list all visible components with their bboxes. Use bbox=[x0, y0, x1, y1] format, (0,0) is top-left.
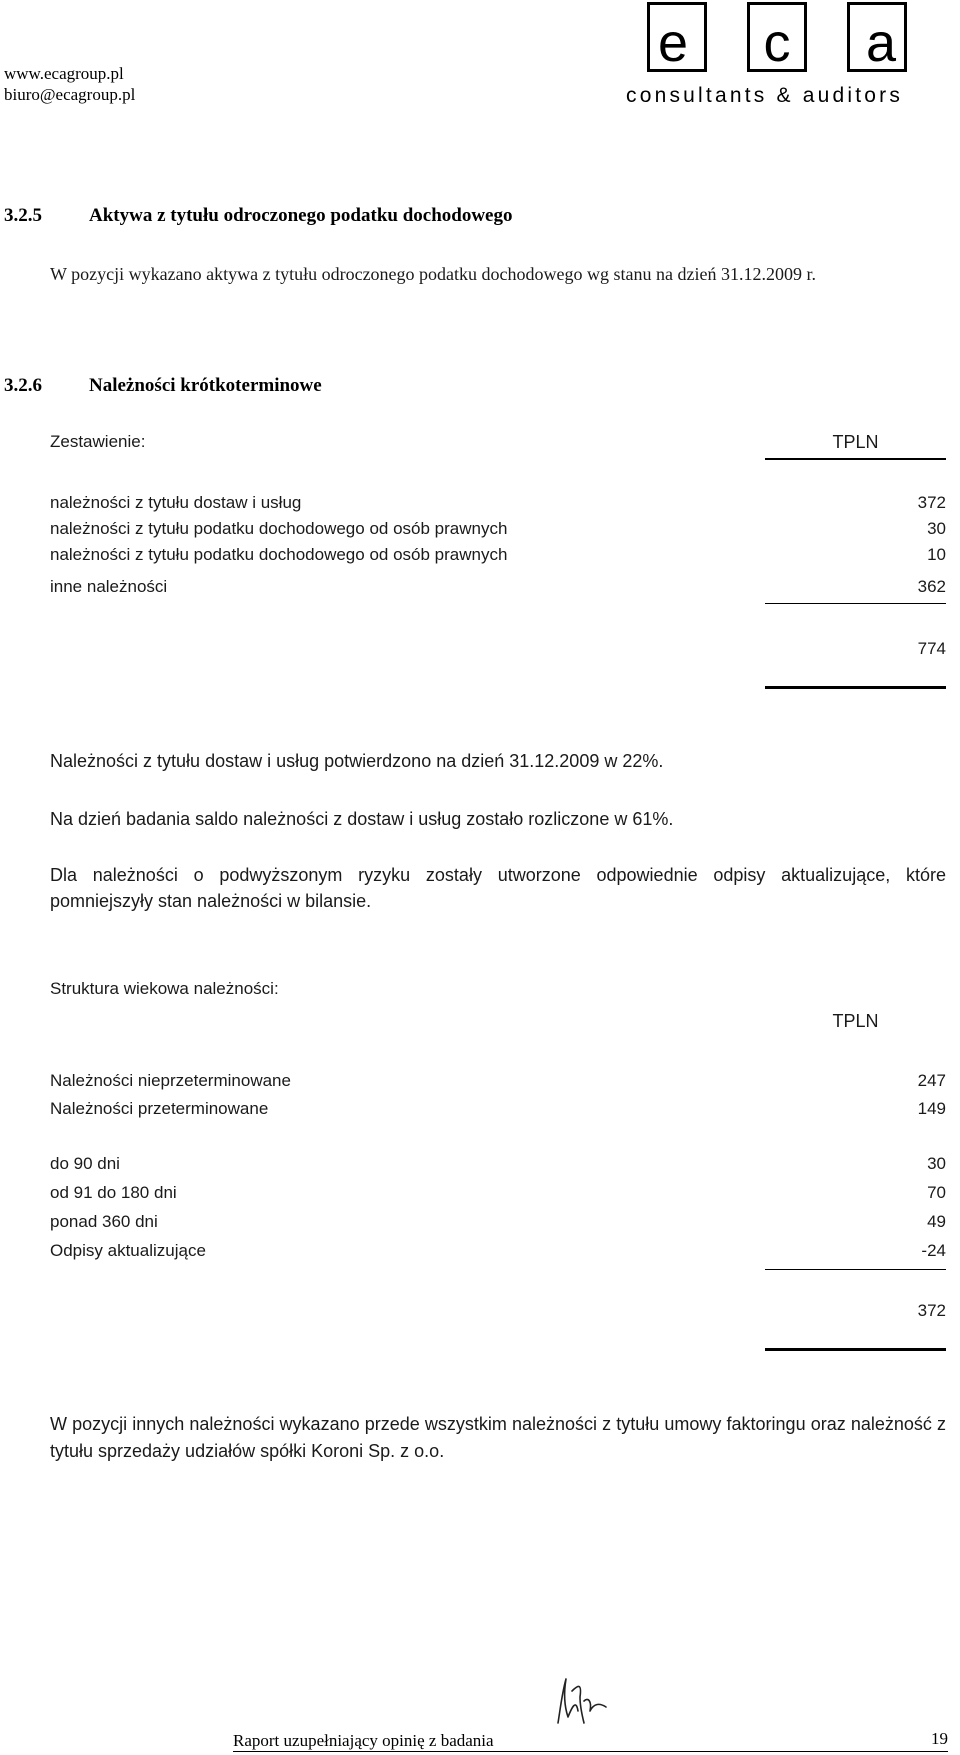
website-link[interactable]: www.ecagroup.pl bbox=[4, 64, 124, 83]
total-double-rule bbox=[765, 1348, 946, 1351]
note-paragraph: Należności z tytułu dostaw i usług potwierdzono na dzień 31.12.2009 w 22%. bbox=[50, 751, 664, 771]
table-row bbox=[50, 1183, 946, 1209]
row-label: należności z tytułu dostaw i usług bbox=[50, 493, 302, 512]
row-label: Należności przeterminowane bbox=[50, 1099, 269, 1118]
footer-rule bbox=[233, 1751, 948, 1752]
row-label: ponad 360 dni bbox=[50, 1212, 158, 1231]
section-number: 3.2.6 bbox=[4, 375, 42, 396]
row-value: 10 bbox=[927, 545, 946, 564]
table-row bbox=[50, 545, 946, 571]
unit-header: TPLN bbox=[832, 432, 879, 452]
row-value: 49 bbox=[927, 1212, 946, 1231]
company-logo bbox=[621, 0, 939, 106]
row-value: 372 bbox=[917, 493, 946, 512]
row-value: 30 bbox=[927, 1154, 946, 1173]
total-row bbox=[50, 1301, 946, 1327]
aging-label: Struktura wiekowa należności: bbox=[50, 979, 279, 998]
logo-tagline: consultants & auditors bbox=[626, 84, 904, 107]
report-title: Raport uzupełniający opinię z badania bbox=[233, 1731, 494, 1750]
row-label: od 91 do 180 dni bbox=[50, 1183, 177, 1202]
table-row bbox=[50, 519, 946, 545]
table-row bbox=[50, 1241, 946, 1267]
subtotal-rule bbox=[765, 1269, 946, 1270]
note-paragraph: Dla należności o podwyższonym ryzyku zostały utworzone odpowiednie odpisy aktualizujące, które pomniejszyły stan należności w bilansie. bbox=[50, 865, 946, 911]
logo-letter-e: e bbox=[657, 13, 689, 73]
row-label: Należności nieprzeterminowane bbox=[50, 1071, 291, 1090]
logo-letter-a: a bbox=[865, 13, 897, 73]
row-label: do 90 dni bbox=[50, 1154, 120, 1173]
note-paragraph: Na dzień badania saldo należności z dostaw i usług zostało rozliczone w 61%. bbox=[50, 809, 674, 829]
total-row bbox=[50, 639, 946, 665]
table-row bbox=[50, 493, 946, 519]
row-label: należności z tytułu podatku dochodowego od osób prawnych bbox=[50, 519, 508, 538]
table-row bbox=[50, 577, 946, 603]
aging-unit-header: TPLN bbox=[832, 1011, 879, 1031]
row-label: Odpisy aktualizujące bbox=[50, 1241, 206, 1260]
logo-letter-c: c bbox=[763, 13, 791, 73]
section-title: Aktywa z tytułu odroczonego podatku dochodowego bbox=[89, 205, 513, 226]
section-number: 3.2.5 bbox=[4, 205, 42, 226]
section-heading-325 bbox=[4, 205, 513, 227]
email-link[interactable]: biuro@ecagroup.pl bbox=[4, 85, 136, 104]
table-row bbox=[50, 1099, 946, 1125]
row-value: 30 bbox=[927, 519, 946, 538]
row-value: 247 bbox=[917, 1071, 946, 1090]
total-value: 372 bbox=[917, 1301, 946, 1320]
total-double-rule bbox=[765, 686, 946, 689]
section-heading-326 bbox=[4, 375, 322, 397]
total-value: 774 bbox=[917, 639, 946, 658]
row-label: należności z tytułu podatku dochodowego od osób prawnych bbox=[50, 545, 508, 564]
section-title: Należności krótkoterminowe bbox=[89, 375, 322, 396]
row-value: -24 bbox=[921, 1241, 946, 1260]
table-row bbox=[50, 1212, 946, 1238]
summary-label: Zestawienie: bbox=[50, 432, 146, 451]
closing-paragraph: W pozycji innych należności wykazano przede wszystkim należności z tytułu umowy faktoringu oraz należność z tytułu sprzedaży udziałów spółki Koroni Sp. z o.o. bbox=[50, 1414, 946, 1461]
table-row bbox=[50, 1154, 946, 1180]
row-value: 362 bbox=[917, 577, 946, 596]
row-value: 149 bbox=[917, 1099, 946, 1118]
unit-underline bbox=[765, 458, 946, 460]
table-row bbox=[50, 1071, 946, 1097]
row-value: 70 bbox=[927, 1183, 946, 1202]
subtotal-rule bbox=[765, 603, 946, 604]
row-label: inne należności bbox=[50, 577, 168, 596]
page-number: 19 bbox=[931, 1729, 948, 1748]
signature-image bbox=[552, 1671, 610, 1731]
section-325-paragraph: W pozycji wykazano aktywa z tytułu odroczonego podatku dochodowego wg stanu na dzień 31.12.2009 r. bbox=[50, 264, 816, 284]
